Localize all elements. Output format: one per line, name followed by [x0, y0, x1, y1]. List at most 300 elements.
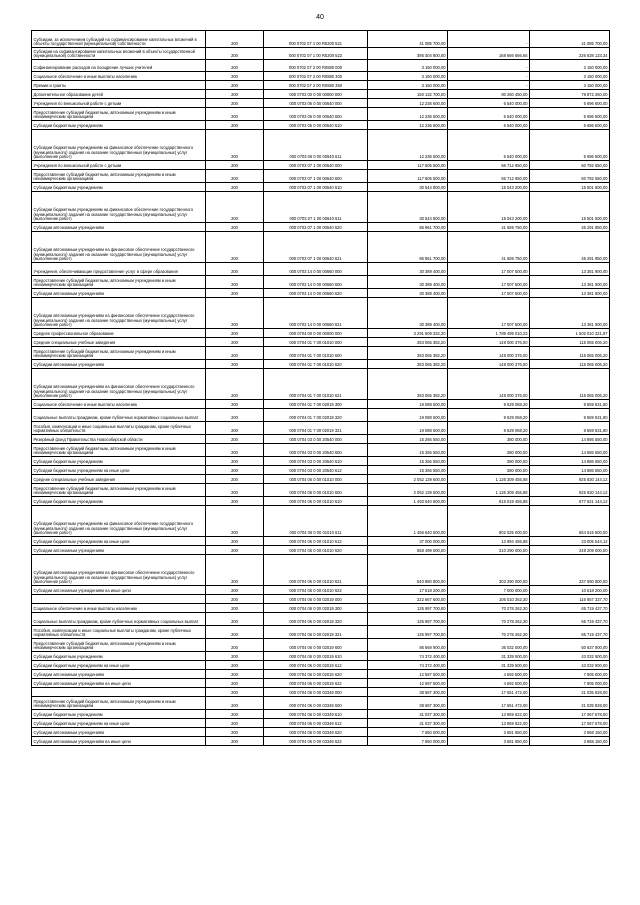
admin-code-cell: 200	[206, 108, 264, 121]
approved-amount-cell: 283 065 382,20	[368, 369, 448, 400]
row-name-cell	[32, 595, 206, 604]
executed-amount-cell: 80 260 450,00	[448, 90, 530, 99]
admin-code-cell: 200	[206, 121, 264, 130]
classification-code-cell: 000 0704 06 0 00 02019 000	[264, 595, 368, 604]
row-name-cell: Среднее профессиональное образование	[32, 329, 206, 338]
remaining-amount-cell: 115 065 006,20	[530, 338, 610, 347]
classification-code-cell: 000 0704 01 7 00 01010 600	[264, 347, 368, 360]
row-name-cell: Субсидии автономным учреждениям	[32, 670, 206, 679]
row-name-cell: Учреждения по внешкольной работе с детьми	[32, 161, 206, 170]
admin-code-cell: 200	[206, 555, 264, 586]
remaining-amount-cell: 5 696 600,00	[530, 108, 610, 121]
executed-amount-cell: 148 000 376,00	[448, 360, 530, 369]
classification-code-cell: 000 0702 07 1 00 R5200 521	[264, 31, 368, 48]
remaining-amount-cell: 9 559 531,80	[530, 400, 610, 409]
approved-amount-cell: 17 618 200,00	[368, 586, 448, 595]
row-name-cell: Субсидии автономным учреждениям	[32, 223, 206, 232]
remaining-amount-cell: 17 067 678,00	[530, 719, 610, 728]
classification-code-cell: 000 0704 06 0 00 02019 300	[264, 604, 368, 613]
table-row	[32, 60, 610, 72]
approved-amount-cell: 222 667 600,00	[368, 595, 448, 604]
table-row	[32, 586, 610, 595]
row-name-cell: Предоставление субсидий бюджетным, автономным учреждениям и иным некоммерческим организациям	[32, 697, 206, 710]
executed-amount-cell: 380 000,00	[448, 444, 530, 457]
executed-amount-cell: 6 540 000,00	[448, 108, 530, 121]
row-name-cell: Пособия, компенсации и иные социальные выплаты гражданам, кроме публичных нормативных обязательств	[32, 422, 206, 435]
approved-amount-cell: 38 687 300,00	[368, 688, 448, 697]
approved-amount-cell: 30 389 400,00	[368, 276, 448, 289]
row-name-cell: Софинансирование расходов на поощрение лучших учителей	[32, 60, 206, 72]
classification-code-cell: 000 0704 06 0 00 02019 612	[264, 661, 368, 670]
executed-amount-cell: 9 529 068,20	[448, 400, 530, 409]
approved-amount-cell: 30 389 400,00	[368, 263, 448, 276]
classification-code-cell: 000 0704 06 0 00 02019 622	[264, 679, 368, 688]
executed-amount-cell: 380 000,00	[448, 457, 530, 466]
executed-amount-cell: 56 712 950,00	[448, 161, 530, 170]
executed-amount-cell: 310 290 000,00	[448, 546, 530, 555]
executed-amount-cell: -	[448, 81, 530, 90]
row-name-cell: Социальное обеспечение и иные выплаты населению	[32, 72, 206, 81]
remaining-amount-cell: 15 501 600,00	[530, 192, 610, 223]
admin-code-cell: 200	[206, 422, 264, 435]
approved-amount-cell: 15 266 550,00	[368, 435, 448, 444]
classification-code-cell: 000 0704 03 0 00 20540 610	[264, 457, 368, 466]
approved-amount-cell: 150 132 700,00	[368, 90, 448, 99]
admin-code-cell: 200	[206, 537, 264, 546]
executed-amount-cell: 15 043 200,00	[448, 183, 530, 192]
classification-code-cell: 000 0703 14 0 00 00660 620	[264, 289, 368, 298]
table-row	[32, 457, 610, 466]
remaining-amount-cell: 677 621 144,12	[530, 497, 610, 506]
table-row	[32, 444, 610, 457]
executed-amount-cell: 106 010 262,30	[448, 595, 530, 604]
admin-code-cell: 200	[206, 347, 264, 360]
admin-code-cell: 200	[206, 652, 264, 661]
admin-code-cell: 200	[206, 586, 264, 595]
row-name-cell: Субсидии автономным учреждениям на иные цели	[32, 586, 206, 595]
approved-amount-cell: 86 961 700,00	[368, 232, 448, 263]
remaining-amount-cell: 13 381 900,00	[530, 289, 610, 298]
row-name-cell: Субсидии на софинансирование капитальных вложений в объекты государственной (муниципальной) собственности	[32, 48, 206, 60]
approved-amount-cell: 2 052 139 600,00	[368, 484, 448, 497]
row-name-cell: Социальное обеспечение и иные выплаты населению	[32, 604, 206, 613]
classification-code-cell: 000 0704 06 0 00 03349 620	[264, 728, 368, 737]
table-row	[32, 48, 610, 60]
executed-amount-cell: 1 126 309 455,88	[448, 475, 530, 484]
approved-amount-cell: 7 650 000,00	[368, 737, 448, 746]
remaining-amount-cell: 5 696 600,00	[530, 99, 610, 108]
classification-code-cell: 000 0703 06 0 00 00640 600	[264, 108, 368, 121]
classification-code-cell: 000 0703 00 0 00 00000 000	[264, 90, 368, 99]
remaining-amount-cell: 13 381 900,00	[530, 276, 610, 289]
approved-amount-cell: 31 037 300,00	[368, 719, 448, 728]
remaining-amount-cell: 60 792 550,00	[530, 161, 610, 170]
table-row	[32, 537, 610, 546]
remaining-amount-cell: 654 615 600,00	[530, 506, 610, 537]
row-name-cell: Субсидии автономным учреждениям на финансовое обеспечение государственного (муниципального) задания на оказание государственных (муниципальных) услуг (выполнение работ)	[32, 369, 206, 400]
executed-amount-cell: 6 540 000,00	[448, 130, 530, 161]
approved-amount-cell: 135 997 700,00	[368, 626, 448, 639]
remaining-amount-cell: 925 830 144,12	[530, 475, 610, 484]
classification-code-cell: 000 0703 07 1 00 00640 000	[264, 161, 368, 170]
admin-code-cell: 200	[206, 506, 264, 537]
row-name-cell: Субсидии автономным учреждениям на финансовое обеспечение государственного (муниципального) задания на оказание государственных (муниципальных) услуг (выполнение работ)	[32, 232, 206, 263]
admin-code-cell: 200	[206, 298, 264, 329]
table-row	[32, 121, 610, 130]
remaining-amount-cell: 41 085 700,00	[530, 31, 610, 48]
classification-code-cell: 000 0704 06 0 00 03349 000	[264, 688, 368, 697]
admin-code-cell: 200	[206, 435, 264, 444]
remaining-amount-cell: 5 696 600,00	[530, 121, 610, 130]
remaining-amount-cell: 7 905 000,00	[530, 679, 610, 688]
row-name-cell: Субсидии автономным учреждениям	[32, 546, 206, 555]
approved-amount-cell: 283 065 382,20	[368, 347, 448, 360]
table-row	[32, 639, 610, 652]
approved-amount-cell: 19 088 600,00	[368, 422, 448, 435]
executed-amount-cell: 1 126 309 455,88	[448, 484, 530, 497]
row-name-cell: Субсидии бюджетным учреждениям	[32, 183, 206, 192]
classification-code-cell: 000 0704 06 0 00 01010 620	[264, 546, 368, 555]
executed-amount-cell: 41 669 750,00	[448, 232, 530, 263]
table-row	[32, 298, 610, 329]
remaining-amount-cell: 21 035 828,00	[530, 688, 610, 697]
table-row	[32, 719, 610, 728]
table-row	[32, 183, 610, 192]
classification-code-cell: 000 0704 06 0 00 01010 600	[264, 484, 368, 497]
executed-amount-cell: 70 278 262,30	[448, 613, 530, 626]
row-name-cell: Предоставление субсидий бюджетным, автономным учреждениям и иным некоммерческим организациям	[32, 639, 206, 652]
table-row	[32, 400, 610, 409]
executed-amount-cell: -	[448, 72, 530, 81]
executed-amount-cell: 802 025 000,00	[448, 506, 530, 537]
admin-code-cell: 200	[206, 360, 264, 369]
admin-code-cell: 200	[206, 81, 264, 90]
executed-amount-cell: 168 666 666,66	[448, 48, 530, 60]
remaining-amount-cell: 115 065 006,20	[530, 360, 610, 369]
executed-amount-cell: 9 529 068,20	[448, 422, 530, 435]
classification-code-cell: 000 0704 00 0 00 00000 000	[264, 329, 368, 338]
table-row	[32, 652, 610, 661]
row-name-cell: Субсидии бюджетным учреждениям	[32, 121, 206, 130]
row-name-cell: Субсидии бюджетным учреждениям	[32, 652, 206, 661]
approved-amount-cell: 283 065 382,20	[368, 338, 448, 347]
approved-amount-cell: 12 597 500,00	[368, 679, 448, 688]
classification-code-cell: 000 0703 06 0 00 00640 610	[264, 121, 368, 130]
approved-amount-cell: 283 065 382,20	[368, 360, 448, 369]
table-row	[32, 338, 610, 347]
row-name-cell: Предоставление субсидий бюджетным, автономным учреждениям и иным некоммерческим организациям	[32, 444, 206, 457]
classification-code-cell: 000 0704 06 0 00 02019 620	[264, 670, 368, 679]
executed-amount-cell: 303 290 000,00	[448, 555, 530, 586]
row-name-cell: Субсидии бюджетным учреждениям на иные цели	[32, 466, 206, 475]
executed-amount-cell: 816 019 455,88	[448, 497, 530, 506]
admin-code-cell: 200	[206, 626, 264, 639]
row-name-cell: Субсидии бюджетным учреждениям	[32, 710, 206, 719]
table-row	[32, 81, 610, 90]
row-name-cell: Субсидии бюджетным учреждениям на иные цели	[32, 537, 206, 546]
approved-amount-cell: 41 085 700,00	[368, 31, 448, 48]
admin-code-cell: 200	[206, 338, 264, 347]
table-row	[32, 697, 610, 710]
table-row	[32, 409, 610, 422]
row-name-cell	[32, 688, 206, 697]
executed-amount-cell: 17 651 472,00	[448, 688, 530, 697]
executed-amount-cell: 17 007 500,00	[448, 289, 530, 298]
classification-code-cell: 000 0704 03 0 00 20540 000	[264, 435, 368, 444]
row-name-cell: Социальные выплаты гражданам, кроме публичных нормативных социальных выплат	[32, 613, 206, 626]
admin-code-cell: 200	[206, 457, 264, 466]
row-name-cell: Социальное обеспечение и иные выплаты населению	[32, 400, 206, 409]
approved-amount-cell: 135 997 700,00	[368, 604, 448, 613]
table-row	[32, 276, 610, 289]
classification-code-cell: 000 0703 14 0 00 00660 600	[264, 276, 368, 289]
remaining-amount-cell: 50 637 900,00	[530, 639, 610, 652]
classification-code-cell: 000 0704 01 7 00 02019 321	[264, 422, 368, 435]
classification-code-cell: 000 0704 01 7 00 01010 000	[264, 338, 368, 347]
row-name-cell: Учреждения, обеспечивающие предоставление услуг в сфере образования	[32, 263, 206, 276]
remaining-amount-cell: 21 035 828,00	[530, 697, 610, 710]
row-name-cell: Субсидии бюджетным учреждениям на финансовое обеспечение государственного (муниципального) задания на оказание государственных (муниципальных) услуг (выполнение работ)	[32, 130, 206, 161]
classification-code-cell: 000 0704 01 7 00 02019 300	[264, 400, 368, 409]
executed-amount-cell: 56 712 950,00	[448, 170, 530, 183]
executed-amount-cell: 3 681 850,00	[448, 737, 530, 746]
approved-amount-cell: 395 304 800,00	[368, 48, 448, 60]
admin-code-cell: 200	[206, 546, 264, 555]
admin-code-cell: 200	[206, 170, 264, 183]
remaining-amount-cell: 79 872 250,00	[530, 90, 610, 99]
admin-code-cell: 200	[206, 232, 264, 263]
approved-amount-cell: 15 266 550,00	[368, 457, 448, 466]
table-row	[32, 688, 610, 697]
table-row	[32, 263, 610, 276]
admin-code-cell: 200	[206, 31, 264, 48]
remaining-amount-cell: 10 618 200,00	[530, 586, 610, 595]
remaining-amount-cell: 45 291 950,00	[530, 223, 610, 232]
remaining-amount-cell: 13 381 900,00	[530, 298, 610, 329]
table-row	[32, 728, 610, 737]
remaining-amount-cell: 3 968 150,00	[530, 737, 610, 746]
classification-code-cell: 000 0704 06 0 00 01010 622	[264, 586, 368, 595]
row-name-cell: Пособия, компенсации и иные социальные выплаты гражданам, кроме публичных нормативных обязательств	[32, 626, 206, 639]
remaining-amount-cell: 3 150 000,00	[530, 72, 610, 81]
classification-code-cell: 000 0704 06 0 00 03349 622	[264, 737, 368, 746]
executed-amount-cell: 31 339 500,00	[448, 652, 530, 661]
admin-code-cell: 200	[206, 369, 264, 400]
approved-amount-cell: 135 997 700,00	[368, 613, 448, 626]
remaining-amount-cell: 43 032 900,00	[530, 661, 610, 670]
table-row	[32, 31, 610, 48]
row-name-cell: Субсидии автономным учреждениям	[32, 289, 206, 298]
remaining-amount-cell: 3 150 000,00	[530, 81, 610, 90]
remaining-amount-cell: 925 830 144,12	[530, 484, 610, 497]
executed-amount-cell: 70 278 262,30	[448, 626, 530, 639]
admin-code-cell: 200	[206, 737, 264, 746]
classification-code-cell: 000 0703 07 1 00 00640 600	[264, 170, 368, 183]
classification-code-cell: 000 0702 07 2 00 R0880 300	[264, 72, 368, 81]
approved-amount-cell: 3 150 000,00	[368, 81, 448, 90]
row-name-cell: Субсидии автономным учреждениям на финансовое обеспечение государственного (муниципального) задания на оказание государственных (муниципальных) услуг (выполнение работ)	[32, 555, 206, 586]
executed-amount-cell: 1 789 499 010,23	[448, 329, 530, 338]
row-name-cell: Предоставление субсидий бюджетным, автономным учреждениям и иным некоммерческим организациям	[32, 170, 206, 183]
approved-amount-cell: 12 236 600,00	[368, 99, 448, 108]
row-name-cell: Предоставление субсидий бюджетным, автономным учреждениям и иным некоммерческим организациям	[32, 276, 206, 289]
table-row	[32, 90, 610, 99]
executed-amount-cell: 148 000 376,00	[448, 369, 530, 400]
executed-amount-cell: 17 007 500,00	[448, 298, 530, 329]
classification-code-cell: 000 0704 06 0 00 03349 612	[264, 719, 368, 728]
admin-code-cell: 200	[206, 604, 264, 613]
remaining-amount-cell: 1 502 010 321,97	[530, 329, 610, 338]
classification-code-cell: 000 0704 01 7 00 02019 320	[264, 409, 368, 422]
admin-code-cell: 200	[206, 497, 264, 506]
admin-code-cell: 200	[206, 289, 264, 298]
row-name-cell: Субсидии автономным учреждениям на иные цели	[32, 679, 206, 688]
table-row	[32, 232, 610, 263]
executed-amount-cell: 17 007 500,00	[448, 276, 530, 289]
row-name-cell: Субсидии автономным учреждениям на иные цели	[32, 737, 206, 746]
executed-amount-cell: -	[448, 31, 530, 48]
admin-code-cell: 200	[206, 90, 264, 99]
row-name-cell: Резервный фонд Правительства Новосибирской области	[32, 435, 206, 444]
approved-amount-cell: 12 236 600,00	[368, 108, 448, 121]
remaining-amount-cell: 9 559 531,80	[530, 409, 610, 422]
classification-code-cell: 000 0703 07 1 00 00640 611	[264, 192, 368, 223]
remaining-amount-cell: 65 719 437,70	[530, 613, 610, 626]
table-row	[32, 679, 610, 688]
table-row	[32, 466, 610, 475]
remaining-amount-cell: 14 886 550,00	[530, 457, 610, 466]
classification-code-cell: 000 0703 14 0 00 00660 621	[264, 298, 368, 329]
approved-amount-cell: 19 088 600,00	[368, 409, 448, 422]
table-row	[32, 329, 610, 338]
approved-amount-cell: 558 499 000,00	[368, 546, 448, 555]
approved-amount-cell: 3 291 509 332,20	[368, 329, 448, 338]
classification-code-cell: 000 0704 06 0 00 02019 610	[264, 652, 368, 661]
approved-amount-cell: 74 372 400,00	[368, 661, 448, 670]
admin-code-cell: 200	[206, 263, 264, 276]
table-row	[32, 484, 610, 497]
table-row	[32, 604, 610, 613]
remaining-amount-cell: 7 905 000,00	[530, 670, 610, 679]
table-row	[32, 99, 610, 108]
table-row	[32, 347, 610, 360]
executed-amount-cell: 4 692 500,00	[448, 679, 530, 688]
remaining-amount-cell: 9 559 531,80	[530, 422, 610, 435]
classification-code-cell: 000 0704 06 0 00 02019 600	[264, 639, 368, 652]
approved-amount-cell: 19 088 600,00	[368, 400, 448, 409]
classification-code-cell: 000 0703 14 0 00 00660 000	[264, 263, 368, 276]
remaining-amount-cell: 3 150 000,00	[530, 60, 610, 72]
table-row	[32, 661, 610, 670]
classification-code-cell: 000 0703 06 0 00 00640 000	[264, 99, 368, 108]
approved-amount-cell: 117 505 500,00	[368, 170, 448, 183]
admin-code-cell: 200	[206, 719, 264, 728]
admin-code-cell: 200	[206, 223, 264, 232]
table-row	[32, 497, 610, 506]
admin-code-cell: 200	[206, 484, 264, 497]
admin-code-cell: 200	[206, 466, 264, 475]
remaining-amount-cell: 3 968 150,00	[530, 728, 610, 737]
table-row	[32, 555, 610, 586]
executed-amount-cell: 148 000 376,00	[448, 338, 530, 347]
remaining-amount-cell: 115 065 006,20	[530, 347, 610, 360]
approved-amount-cell: 12 597 500,00	[368, 670, 448, 679]
table-row	[32, 626, 610, 639]
executed-amount-cell: 13 969 622,00	[448, 719, 530, 728]
executed-amount-cell: 41 669 750,00	[448, 223, 530, 232]
classification-code-cell: 000 0704 03 0 00 20540 600	[264, 444, 368, 457]
row-name-cell: Дополнительное образование детей	[32, 90, 206, 99]
admin-code-cell: 200	[206, 48, 264, 60]
executed-amount-cell: 31 339 500,00	[448, 661, 530, 670]
remaining-amount-cell: 15 501 600,00	[530, 183, 610, 192]
admin-code-cell: 200	[206, 679, 264, 688]
row-name-cell: Субсидии бюджетным учреждениям на иные цели	[32, 719, 206, 728]
classification-code-cell: 000 0702 07 2 00 R0880 000	[264, 60, 368, 72]
table-row	[32, 737, 610, 746]
admin-code-cell: 200	[206, 192, 264, 223]
admin-code-cell: 200	[206, 688, 264, 697]
approved-amount-cell: 1 493 640 600,00	[368, 497, 448, 506]
table-row	[32, 289, 610, 298]
remaining-amount-cell: 14 886 550,00	[530, 444, 610, 457]
approved-amount-cell: 117 505 500,00	[368, 161, 448, 170]
admin-code-cell: 200	[206, 329, 264, 338]
table-row	[32, 670, 610, 679]
remaining-amount-cell: 248 209 000,00	[530, 546, 610, 555]
remaining-amount-cell: 17 067 678,00	[530, 710, 610, 719]
remaining-amount-cell: 237 590 800,00	[530, 555, 610, 586]
remaining-amount-cell: 226 638 133,34	[530, 48, 610, 60]
table-row	[32, 506, 610, 537]
row-name-cell: Субсидии автономным учреждениям	[32, 360, 206, 369]
classification-code-cell: 000 0702 07 2 00 R0880 350	[264, 81, 368, 90]
remaining-amount-cell: 13 381 900,00	[530, 263, 610, 276]
remaining-amount-cell: 65 719 437,70	[530, 626, 610, 639]
classification-code-cell: 000 0704 06 0 00 03349 610	[264, 710, 368, 719]
row-name-cell: Премии и гранты	[32, 81, 206, 90]
page-number: 40	[316, 14, 324, 21]
admin-code-cell: 200	[206, 276, 264, 289]
approved-amount-cell: 37 000 000,00	[368, 537, 448, 546]
classification-code-cell: 000 0704 06 0 00 02019 320	[264, 613, 368, 626]
remaining-amount-cell: 14 886 550,00	[530, 435, 610, 444]
remaining-amount-cell: 60 792 550,00	[530, 170, 610, 183]
row-name-cell: Социальные выплаты гражданам, кроме публичных нормативных социальных выплат	[32, 409, 206, 422]
table-row	[32, 613, 610, 626]
table-row	[32, 595, 610, 604]
remaining-amount-cell: 45 291 950,00	[530, 232, 610, 263]
executed-amount-cell: 6 540 000,00	[448, 121, 530, 130]
row-name-cell: Средние специальные учебные заведения	[32, 338, 206, 347]
executed-amount-cell: 148 000 376,00	[448, 347, 530, 360]
table-row	[32, 422, 610, 435]
table-row	[32, 130, 610, 161]
admin-code-cell: 200	[206, 670, 264, 679]
executed-amount-cell: 9 529 068,20	[448, 409, 530, 422]
classification-code-cell: 000 0704 01 7 00 01010 620	[264, 360, 368, 369]
row-name-cell: Субсидии бюджетным учреждениям	[32, 457, 206, 466]
approved-amount-cell: 12 236 600,00	[368, 121, 448, 130]
budget-execution-table	[31, 30, 610, 746]
admin-code-cell: 200	[206, 444, 264, 457]
approved-amount-cell: 30 389 400,00	[368, 289, 448, 298]
admin-code-cell: 200	[206, 595, 264, 604]
approved-amount-cell: 86 669 900,00	[368, 639, 448, 652]
executed-amount-cell: 17 007 500,00	[448, 263, 530, 276]
admin-code-cell: 200	[206, 639, 264, 652]
table-row	[32, 72, 610, 81]
